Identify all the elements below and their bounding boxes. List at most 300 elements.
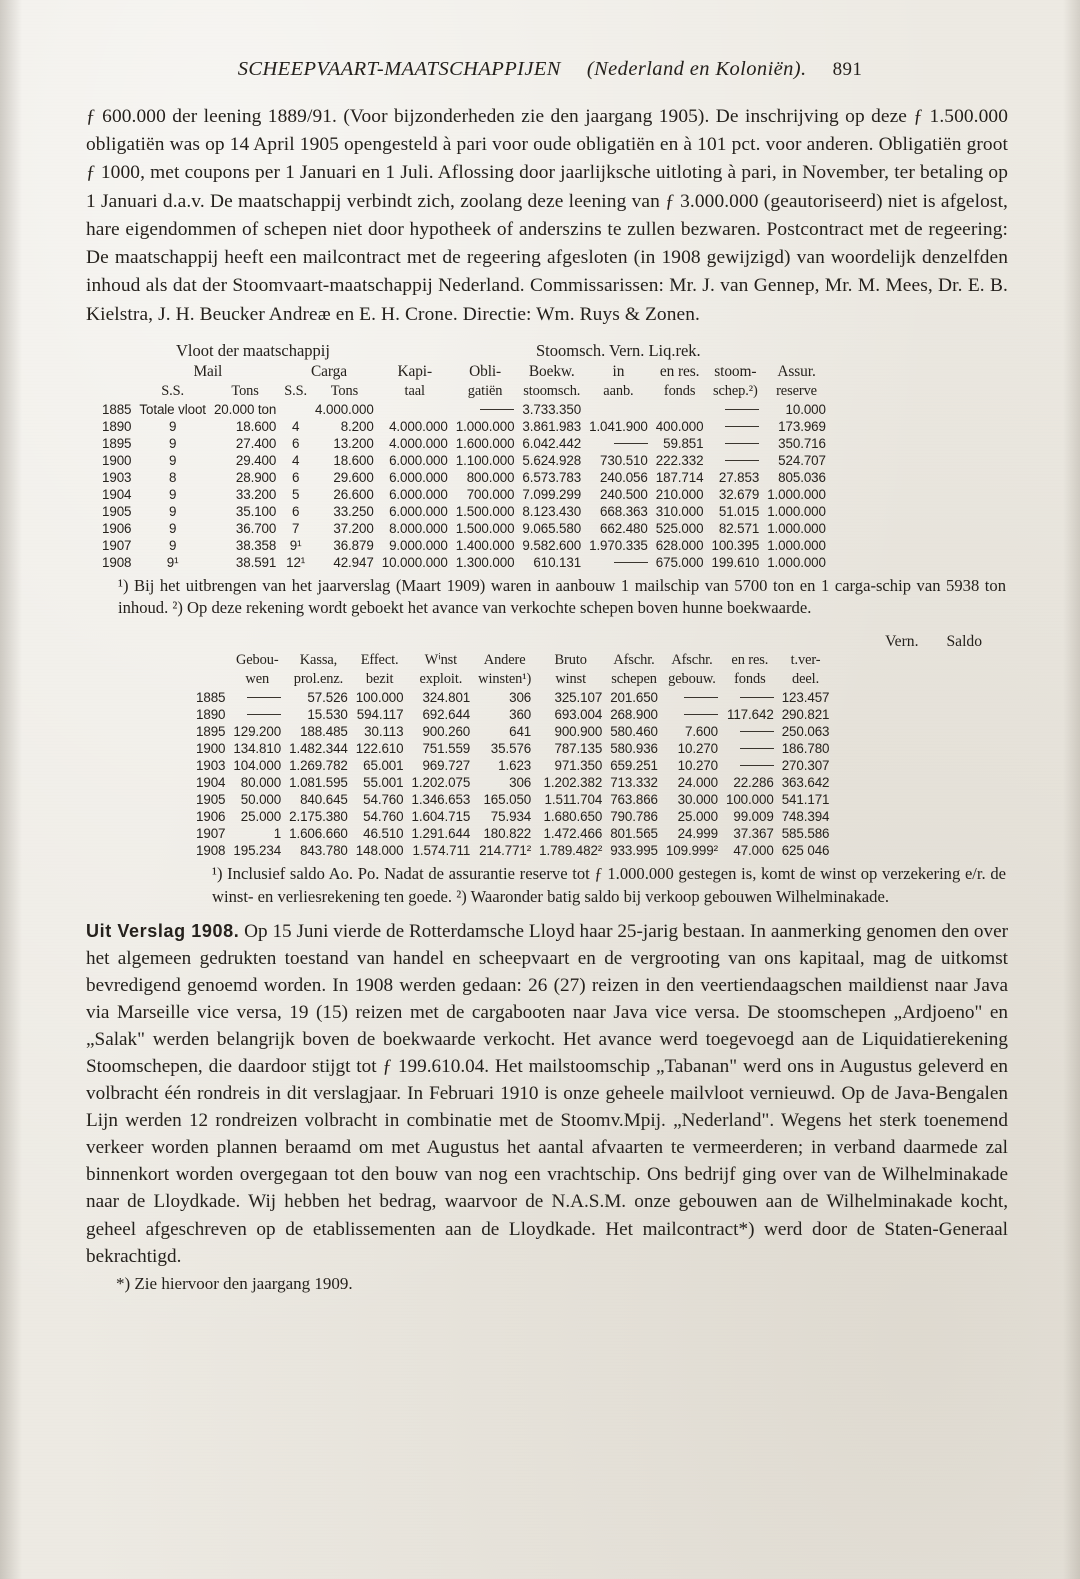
res-cell-saldo: 186.780	[781, 741, 830, 757]
dash-mark	[614, 443, 648, 444]
res-cell-andere-winsten: 306	[509, 775, 532, 791]
fleet-cell-assur-reserve: 805.036	[778, 469, 826, 485]
res-cell-bruto-winst: 1.511.704	[544, 792, 603, 808]
table-row	[192, 740, 833, 757]
fleet-cell-vern-fonds: 310.000	[655, 503, 704, 519]
table-row	[98, 486, 830, 503]
fleet-cell-kapitaal	[378, 401, 452, 418]
table-row	[98, 435, 830, 452]
fleet-cell-assur-reserve: 10.000	[785, 401, 826, 417]
results-table	[192, 651, 833, 859]
fleet-table-block	[72, 341, 1018, 619]
res-cell-gebouwen	[229, 689, 285, 706]
page-header	[72, 58, 1018, 81]
fleet-cell-boekwaarde: 8.123.430	[522, 503, 582, 519]
fleet-cell-kapitaal: 6.000.000	[389, 486, 448, 502]
fleet-cell-obligatien: 1.300.000	[455, 554, 515, 570]
res-cell-gebouwen: 104.000	[233, 758, 282, 774]
res-cell-winst-exploitatie: 1.346.653	[411, 792, 471, 808]
results-table-footnote: ¹) Inclusief saldo Ao. Po. Nadat de assurantie reserve tot ƒ 1.000.000 gestegen is, komt de winst op verzekering e/r. de winst- en verliesrekening ten goede. ²) Waaronder batig saldo bij verkoop gebouwen Wilhelminakade.	[212, 864, 1006, 906]
dash-mark	[247, 714, 281, 715]
fleet-cell-boekwaarde: 6.042.442	[522, 435, 582, 451]
res-cell-vern-fonds	[722, 689, 778, 706]
fleet-cell-kapitaal: 6.000.000	[389, 469, 448, 485]
res-cell-winst-exploitatie: 751.559	[422, 741, 471, 757]
fleet-cell-carga-tons: 37.200	[333, 520, 374, 536]
fleet-cell-in-aanbouw: 1.041.900	[589, 418, 648, 434]
fleet-h2-2: Tons	[231, 382, 259, 399]
res-cell-afschr-gebouwen: 25.000	[677, 809, 718, 825]
fleet-h2-0	[98, 382, 135, 401]
res-cell-winst-exploitatie: 969.727	[422, 758, 471, 774]
fleet-cell-boekwaarde: 3.733.350	[522, 401, 582, 417]
fleet-h1-8: in	[612, 362, 625, 380]
fleet-cell-obligatien: 800.000	[466, 469, 515, 485]
table-row	[192, 757, 833, 774]
res-h1-0	[192, 651, 229, 670]
fleet-cell-in-aanbouw: 1.970.335	[589, 537, 648, 553]
res-cell-saldo: 290.821	[781, 707, 830, 723]
res-cell-saldo: 585.586	[781, 826, 830, 842]
res-cell-year: 1890	[196, 707, 226, 723]
fleet-cell-obligatien: 700.000	[466, 486, 515, 502]
res-cell-andere-winsten: 180.822	[483, 826, 532, 842]
res-cell-gebouwen: 129.200	[233, 724, 282, 740]
results-table-block	[72, 633, 1018, 907]
fleet-cell-obligatien: 1.600.000	[455, 435, 515, 451]
fleet-cell-kapitaal: 6.000.000	[389, 452, 448, 468]
res-cell-afschr-schepen: 763.866	[610, 792, 658, 808]
res-cell-vern-fonds: 22.286	[733, 775, 774, 791]
fleet-cell-vern-fonds: 675.000	[655, 554, 704, 570]
fleet-cell-vern-fonds: 187.714	[655, 469, 704, 485]
res-h2-2: prol.enz.	[293, 671, 344, 688]
fleet-cell-carga-ss: 6	[291, 435, 300, 451]
table-row	[98, 503, 830, 520]
fleet-table-header-row-2	[98, 382, 830, 401]
fleet-cell-year: 1885	[102, 401, 132, 417]
table-row	[98, 520, 830, 537]
res-h1-4: Wⁱnst	[424, 652, 458, 669]
res-cell-vern-fonds: 99.009	[733, 809, 774, 825]
fleet-cell-carga-tons: 18.600	[333, 452, 374, 468]
res-cell-kassa: 843.780	[300, 843, 348, 859]
res-cell-afschr-schepen: 933.995	[610, 843, 658, 859]
fleet-h1-3: Carga	[310, 362, 347, 380]
res-h1-7: Afschr.	[613, 652, 655, 669]
table-row	[98, 537, 830, 554]
fleet-cell-assur-reserve: 524.707	[778, 452, 826, 468]
res-cell-vern-fonds: 47.000	[733, 843, 774, 859]
fleet-cell-obligatien: 1.400.000	[455, 537, 515, 553]
dash-mark	[740, 765, 774, 766]
fleet-cell-assur-reserve: 1.000.000	[767, 503, 826, 519]
res-cell-effecten: 594.117	[356, 707, 404, 723]
res-cell-effecten: 65.001	[363, 758, 404, 774]
res-cell-year: 1885	[196, 690, 226, 706]
fleet-cell-mail-ss: Totale vloot	[139, 401, 206, 417]
fleet-table-caption	[98, 341, 1018, 361]
res-cell-saldo: 541.171	[781, 792, 830, 808]
res-cell-gebouwen: 80.000	[240, 775, 282, 791]
table-row	[192, 791, 833, 808]
fleet-cell-boekwaarde: 9.582.600	[522, 537, 582, 553]
res-cell-kassa: 1.482.344	[289, 741, 348, 757]
res-h2-6: winst	[555, 671, 587, 688]
res-cell-gebouwen: 1	[273, 826, 282, 842]
fleet-cell-kapitaal: 6.000.000	[389, 503, 448, 519]
res-cell-kassa: 2.175.380	[289, 809, 348, 825]
fleet-cell-liq-schepen	[707, 452, 763, 469]
fleet-table-header-row-1	[98, 362, 830, 382]
fleet-h2-8: aanb.	[603, 382, 634, 399]
res-h2-5: winsten¹)	[478, 671, 532, 688]
fleet-cell-assur-reserve: 1.000.000	[767, 486, 826, 502]
fleet-h1-10: stoom-	[714, 362, 757, 380]
fleet-cell-carga-tons: 36.879	[333, 537, 374, 553]
page-right-shadow	[1060, 0, 1080, 1579]
res-cell-effecten: 30.113	[364, 724, 404, 740]
fleet-cell-mail-ss: 9	[168, 537, 177, 553]
fleet-cell-boekwaarde: 610.131	[533, 554, 582, 570]
fleet-caption-right: Stoomsch. Vern. Liq.rek.	[536, 340, 701, 360]
fleet-h2-10: schep.²)	[713, 382, 758, 399]
res-cell-kassa: 15.530	[307, 707, 348, 723]
fleet-h2-3: S.S.	[284, 382, 308, 399]
res-cell-kassa: 1.606.660	[289, 826, 348, 842]
res-cell-kassa: 57.526	[307, 690, 348, 706]
fleet-cell-vern-fonds: 222.332	[655, 452, 704, 468]
res-h1-10: t.ver-	[790, 652, 821, 669]
fleet-cell-in-aanbouw: 240.500	[600, 486, 648, 502]
res-cell-saldo: 363.642	[781, 775, 830, 791]
res-cell-saldo: 625 046	[781, 843, 830, 859]
fleet-cell-vern-fonds: 525.000	[655, 520, 704, 536]
fleet-cell-liq-schepen: 82.571	[718, 520, 760, 536]
fleet-cell-mail-ss: 9	[168, 486, 177, 502]
report-star-note: *) Zie hiervoor den jaargang 1909.	[116, 1273, 353, 1293]
page-left-shadow	[0, 0, 26, 1579]
res-cell-afschr-gebouwen: 24.999	[677, 826, 718, 842]
fleet-cell-obligatien: 1.500.000	[455, 503, 515, 519]
dash-mark	[740, 748, 774, 749]
res-h2-7: schepen	[611, 671, 657, 688]
fleet-cell-carga-ss: 9¹	[289, 537, 302, 553]
fleet-cell-vern-fonds: 400.000	[655, 418, 704, 434]
res-cell-vern-fonds	[722, 723, 778, 740]
dash-mark	[740, 731, 774, 732]
res-cell-kassa: 1.269.782	[289, 758, 348, 774]
fleet-h2-4: Tons	[330, 382, 359, 399]
fleet-cell-assur-reserve: 1.000.000	[767, 554, 826, 570]
res-cell-year: 1908	[196, 843, 226, 859]
res-cell-afschr-schepen: 713.332	[610, 775, 658, 791]
res-cell-andere-winsten: 35.576	[490, 741, 532, 757]
fleet-table	[98, 362, 830, 571]
res-cell-vern-fonds	[722, 740, 778, 757]
fleet-cell-mail-ss: 9	[168, 503, 177, 519]
fleet-cell-year: 1895	[102, 435, 132, 451]
fleet-cell-carga-tons: 13.200	[333, 435, 374, 451]
res-cell-winst-exploitatie: 692.644	[422, 707, 471, 723]
fleet-cell-assur-reserve: 1.000.000	[767, 520, 826, 536]
fleet-cell-year: 1905	[102, 503, 132, 519]
fleet-cell-in-aanbouw: 662.480	[600, 520, 648, 536]
results-toplabel-saldo: Saldo	[946, 633, 982, 651]
res-cell-andere-winsten: 165.050	[483, 792, 532, 808]
fleet-cell-kapitaal: 8.000.000	[389, 520, 448, 536]
res-cell-afschr-schepen: 790.786	[610, 809, 658, 825]
fleet-cell-carga-tons: 8.200	[340, 418, 374, 434]
res-cell-afschr-schepen: 580.936	[610, 741, 658, 757]
table-row	[192, 774, 833, 791]
page-title: SCHEEPVAART-MAATSCHAPPIJEN	[237, 58, 561, 80]
page-content	[72, 58, 1018, 1294]
dash-mark	[725, 426, 759, 427]
res-cell-afschr-gebouwen: 10.270	[677, 758, 718, 774]
fleet-cell-vern-fonds: 59.851	[663, 435, 704, 451]
res-cell-bruto-winst: 325.107	[554, 690, 603, 706]
fleet-cell-carga-ss: 6	[291, 469, 300, 485]
res-cell-winst-exploitatie: 900.260	[422, 724, 471, 740]
fleet-cell-in-aanbouw	[585, 554, 652, 571]
page-number: 891	[832, 59, 863, 80]
dash-mark	[480, 409, 514, 410]
res-h1-1: Gebou-	[235, 652, 279, 669]
res-cell-afschr-schepen: 268.900	[610, 707, 658, 723]
fleet-h1-7: Boekw.	[528, 362, 575, 380]
page-subtitle: (Nederland en Koloniën).	[586, 58, 807, 80]
fleet-cell-year: 1903	[102, 469, 132, 485]
res-cell-andere-winsten: 306	[509, 690, 532, 706]
res-cell-year: 1903	[196, 758, 226, 774]
fleet-cell-mail-tons: 20.000 ton	[213, 401, 277, 417]
fleet-cell-mail-ss: 9¹	[166, 554, 179, 570]
dash-mark	[725, 443, 759, 444]
report-heading: Uit Verslag 1908.	[86, 920, 240, 941]
fleet-cell-carga-ss: 5	[291, 486, 300, 502]
fleet-cell-assur-reserve: 350.716	[778, 435, 826, 451]
fleet-cell-year: 1908	[102, 554, 132, 570]
fleet-cell-obligatien: 1.100.000	[455, 452, 515, 468]
res-cell-afschr-gebouwen: 7.600	[684, 724, 718, 740]
res-cell-vern-fonds	[722, 757, 778, 774]
table-row	[192, 808, 833, 825]
fleet-h2-9: fonds	[663, 382, 696, 399]
res-h1-2: Kassa,	[299, 652, 338, 669]
fleet-h2-11: reserve	[776, 382, 817, 399]
res-cell-gebouwen: 195.234	[233, 843, 282, 859]
fleet-cell-year: 1904	[102, 486, 132, 502]
fleet-cell-kapitaal: 9.000.000	[389, 537, 448, 553]
fleet-cell-mail-ss: 8	[168, 469, 177, 485]
res-cell-gebouwen	[229, 706, 285, 723]
dash-mark	[740, 697, 774, 698]
fleet-cell-liq-schepen: 27.853	[718, 469, 760, 485]
results-table-header-row-1	[192, 651, 833, 670]
fleet-cell-carga-tons: 33.250	[333, 503, 374, 519]
res-h2-9: fonds	[734, 671, 766, 688]
fleet-h1-6: Obli-	[469, 362, 502, 380]
fleet-cell-mail-ss: 9	[168, 520, 177, 536]
res-cell-bruto-winst: 1.472.466	[543, 826, 603, 842]
fleet-cell-mail-tons: 18.600	[235, 418, 277, 434]
fleet-cell-in-aanbouw: 668.363	[600, 503, 648, 519]
res-cell-winst-exploitatie: 324.801	[422, 690, 471, 706]
res-cell-andere-winsten: 75.934	[490, 809, 532, 825]
fleet-cell-mail-tons: 29.400	[235, 452, 277, 468]
res-cell-effecten: 55.001	[363, 775, 404, 791]
res-cell-year: 1904	[196, 775, 226, 791]
fleet-cell-vern-fonds	[652, 401, 708, 418]
res-cell-kassa: 840.645	[300, 792, 348, 808]
dash-mark	[725, 460, 759, 461]
dash-mark	[614, 562, 648, 563]
fleet-table-footnote: ¹) Bij het uitbrengen van het jaarverslag (Maart 1909) waren in aanbouw 1 mailschip van 5700 ton en 1 carga-schip van 5938 ton inhoud. ²) Op deze rekening wordt geboekt het avance van verkochte schepen boven hunne boekwaarde.	[118, 575, 1006, 618]
fleet-h1-0	[98, 362, 135, 382]
res-cell-andere-winsten: 214.771²	[479, 843, 532, 859]
table-row	[192, 723, 833, 740]
table-row	[192, 706, 833, 723]
report-section	[72, 918, 1018, 1270]
fleet-cell-kapitaal: 4.000.000	[389, 418, 448, 434]
fleet-cell-carga-ss	[280, 401, 311, 418]
fleet-cell-vern-fonds: 210.000	[655, 486, 704, 502]
fleet-cell-liq-schepen	[707, 401, 763, 418]
fleet-cell-mail-ss: 9	[168, 452, 177, 468]
res-cell-winst-exploitatie: 1.604.715	[411, 809, 471, 825]
res-cell-year: 1907	[196, 826, 226, 842]
res-cell-afschr-schepen: 201.650	[610, 690, 658, 706]
res-cell-afschr-gebouwen	[662, 689, 722, 706]
res-cell-effecten: 148.000	[355, 843, 404, 859]
fleet-cell-carga-tons: 4.000.000	[315, 401, 374, 417]
fleet-cell-year: 1890	[102, 418, 132, 434]
res-cell-year: 1900	[196, 741, 226, 757]
res-cell-bruto-winst: 787.135	[554, 741, 603, 757]
fleet-cell-mail-tons: 36.700	[235, 520, 277, 536]
fleet-cell-liq-schepen	[707, 435, 763, 452]
res-cell-andere-winsten: 360	[509, 707, 532, 723]
fleet-cell-mail-tons: 38.591	[235, 554, 277, 570]
fleet-cell-carga-tons: 29.600	[333, 469, 374, 485]
res-cell-vern-fonds: 37.367	[733, 826, 774, 842]
fleet-cell-boekwaarde: 5.624.928	[522, 452, 582, 468]
res-cell-saldo: 270.307	[781, 758, 830, 774]
fleet-cell-kapitaal: 10.000.000	[381, 554, 448, 570]
fleet-cell-obligatien	[452, 401, 519, 418]
res-cell-effecten: 46.510	[363, 826, 404, 842]
res-cell-year: 1905	[196, 792, 226, 808]
res-h2-8: gebouw.	[668, 671, 716, 688]
fleet-cell-boekwaarde: 7.099.299	[522, 486, 582, 502]
res-cell-afschr-schepen: 801.565	[610, 826, 658, 842]
fleet-cell-carga-ss: 4	[291, 452, 300, 468]
fleet-cell-liq-schepen: 199.610	[711, 554, 760, 570]
res-h1-6: Bruto	[554, 652, 587, 669]
res-h2-4: exploit.	[419, 671, 463, 688]
res-cell-afschr-gebouwen	[662, 706, 722, 723]
fleet-cell-liq-schepen	[707, 418, 763, 435]
fleet-cell-year: 1900	[102, 452, 132, 468]
dash-mark	[684, 697, 718, 698]
res-h2-1: wen	[245, 671, 270, 688]
fleet-cell-carga-tons: 42.947	[333, 554, 374, 570]
res-cell-afschr-gebouwen: 10.270	[677, 741, 718, 757]
fleet-cell-boekwaarde: 9.065.580	[522, 520, 582, 536]
fleet-cell-liq-schepen: 100.395	[711, 537, 760, 553]
res-cell-gebouwen: 134.810	[233, 741, 282, 757]
res-cell-bruto-winst: 900.900	[554, 724, 603, 740]
res-cell-effecten: 54.760	[363, 792, 404, 808]
results-toplabel-vern: Vern.	[885, 633, 919, 651]
fleet-cell-carga-ss: 12¹	[286, 554, 306, 570]
res-cell-andere-winsten: 1.623	[498, 758, 532, 774]
res-cell-afschr-gebouwen: 109.999²	[665, 843, 718, 859]
res-cell-vern-fonds: 117.642	[726, 707, 774, 723]
table-row	[98, 401, 830, 418]
res-cell-gebouwen: 25.000	[240, 809, 282, 825]
res-cell-saldo: 748.394	[781, 809, 830, 825]
fleet-cell-liq-schepen: 51.015	[718, 503, 760, 519]
fleet-cell-carga-ss: 7	[291, 520, 300, 536]
res-h2-10: deel.	[792, 671, 820, 688]
fleet-cell-mail-tons: 33.200	[235, 486, 277, 502]
res-cell-bruto-winst: 693.004	[554, 707, 603, 723]
fleet-h2-7: stoomsch.	[523, 382, 581, 399]
res-cell-afschr-gebouwen: 30.000	[677, 792, 718, 808]
fleet-cell-vern-fonds: 628.000	[655, 537, 704, 553]
fleet-cell-carga-ss: 4	[291, 418, 300, 434]
results-table-header-row-2	[192, 670, 833, 689]
res-cell-afschr-schepen: 659.251	[610, 758, 658, 774]
fleet-cell-in-aanbouw	[585, 401, 652, 418]
fleet-h2-5: taal	[404, 382, 425, 399]
res-cell-afschr-schepen: 580.460	[610, 724, 658, 740]
res-cell-kassa: 188.485	[300, 724, 348, 740]
fleet-cell-kapitaal: 4.000.000	[389, 435, 448, 451]
fleet-cell-mail-ss: 9	[168, 435, 177, 451]
res-cell-kassa: 1.081.595	[289, 775, 348, 791]
fleet-cell-carga-tons: 26.600	[333, 486, 374, 502]
res-cell-saldo: 123.457	[781, 690, 830, 706]
res-cell-saldo: 250.063	[781, 724, 830, 740]
res-cell-winst-exploitatie: 1.202.075	[411, 775, 471, 791]
table-row	[98, 452, 830, 469]
res-h2-3: bezit	[365, 671, 394, 688]
fleet-h1-5: Kapi-	[397, 362, 432, 380]
fleet-h2-6: gatiën	[467, 382, 503, 399]
fleet-cell-mail-tons: 38.358	[235, 537, 277, 553]
dash-mark	[725, 409, 759, 410]
res-h2-0	[192, 670, 229, 689]
fleet-cell-year: 1907	[102, 537, 132, 553]
fleet-cell-in-aanbouw: 730.510	[600, 452, 648, 468]
dash-mark	[684, 714, 718, 715]
res-cell-effecten: 54.760	[363, 809, 404, 825]
fleet-cell-carga-ss: 6	[291, 503, 300, 519]
res-cell-andere-winsten: 641	[509, 724, 532, 740]
fleet-cell-mail-tons: 27.400	[235, 435, 277, 451]
fleet-h1-1: Mail	[193, 362, 223, 380]
fleet-cell-boekwaarde: 3.861.983	[522, 418, 582, 434]
fleet-cell-obligatien: 1.500.000	[455, 520, 515, 536]
fleet-cell-boekwaarde: 6.573.783	[522, 469, 582, 485]
res-cell-bruto-winst: 1.202.382	[543, 775, 603, 791]
dash-mark	[247, 697, 281, 698]
table-row	[192, 689, 833, 706]
table-row	[98, 554, 830, 571]
